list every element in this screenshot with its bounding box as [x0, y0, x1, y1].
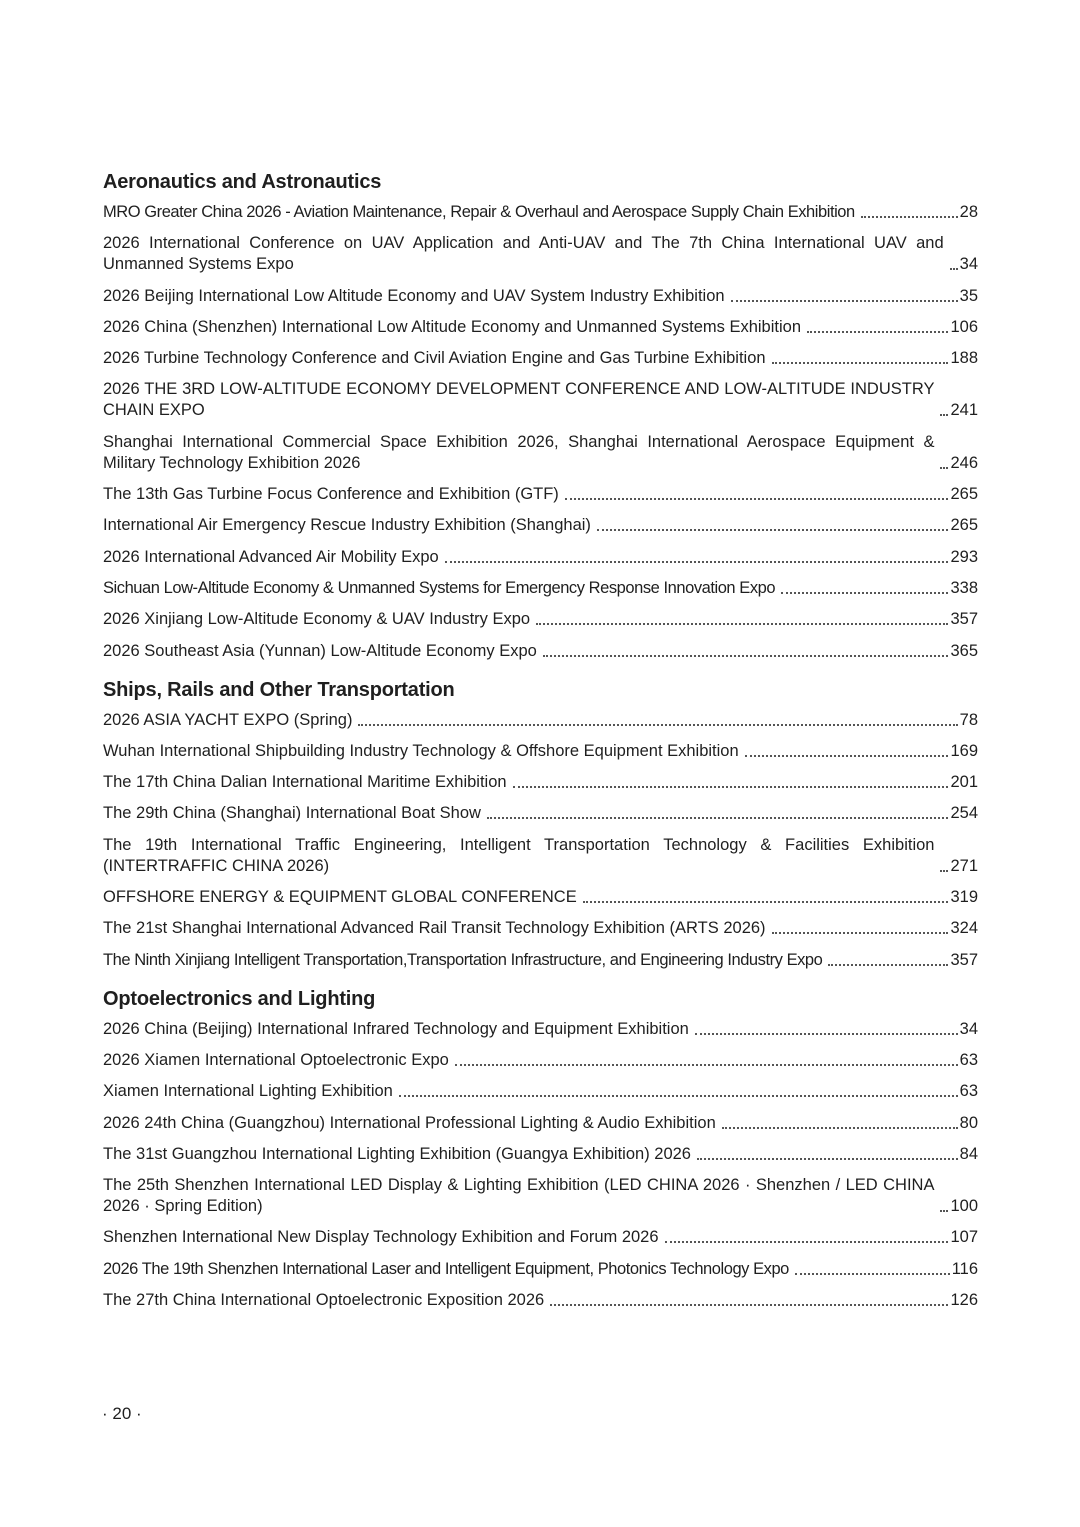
entry-title: Shenzhen International New Display Technology Exhibition and Forum 2026 — [103, 1228, 659, 1247]
entry-title: 2026 THE 3RD LOW-ALTITUDE ECONOMY DEVELOPMENT CONFERENCE AND LOW-ALTITUDE INDUSTRY CHAIN EXPO — [103, 380, 935, 420]
entry-title: The 21st Shanghai International Advanced Rail Transit Technology Exhibition (ARTS 2026) — [103, 919, 766, 938]
dot-leader — [940, 467, 948, 469]
toc-entry — [103, 1081, 978, 1102]
dot-leader — [445, 561, 949, 563]
toc-entry — [103, 803, 978, 824]
entry-title: The 17th China Dalian International Maritime Exhibition — [103, 773, 507, 792]
toc-entry — [103, 379, 978, 421]
toc-entry — [103, 835, 978, 877]
entry-page: 106 — [950, 317, 978, 336]
entry-title: The Ninth Xinjiang Intelligent Transportation,Transportation Infrastructure, and Engineering Industry Expo — [103, 950, 823, 969]
dot-leader — [399, 1095, 958, 1097]
dot-leader — [550, 1304, 948, 1306]
toc-entry — [103, 547, 978, 568]
toc-section-transportation — [103, 676, 978, 971]
toc-entry — [103, 641, 978, 662]
entry-page: 324 — [950, 919, 978, 938]
entry-page: 78 — [959, 710, 978, 729]
toc-entry — [103, 348, 978, 369]
dot-leader — [695, 1033, 958, 1035]
entry-page: 338 — [950, 578, 978, 597]
entry-title: MRO Greater China 2026 - Aviation Maintenance, Repair & Overhaul and Aerospace Supply Chain Exhibition — [103, 203, 855, 221]
entry-title: The 19th International Traffic Engineering, Intelligent Transportation Technology & Facilities Exhibition (INTERTRAFFIC CHINA 2026) — [103, 835, 935, 875]
dot-leader — [597, 529, 949, 531]
page-number: · 20 · — [102, 1404, 142, 1423]
entry-title: 2026 China (Beijing) International Infrared Technology and Equipment Exhibition — [103, 1019, 689, 1038]
toc-entry — [103, 1290, 978, 1311]
entry-title: The 31st Guangzhou International Lighting Exhibition (Guangya Exhibition) 2026 — [103, 1144, 691, 1163]
entry-page: 365 — [950, 641, 978, 660]
toc-entry — [103, 918, 978, 939]
entry-title: 2026 International Advanced Air Mobility Expo — [103, 547, 439, 566]
dot-leader — [828, 964, 948, 966]
entry-page: 265 — [950, 485, 978, 504]
toc-section-aeronautics — [103, 168, 978, 662]
entry-page: 34 — [959, 255, 978, 274]
dot-leader — [940, 870, 948, 872]
entry-title: 2026 Xinjiang Low-Altitude Economy & UAV Industry Expo — [103, 610, 531, 629]
toc-section-optoelectronics — [103, 985, 978, 1311]
toc-entry — [103, 710, 978, 731]
dot-leader — [358, 724, 957, 726]
toc-entry — [103, 317, 978, 338]
section-title: Aeronautics and Astronautics — [103, 171, 382, 193]
toc-entry — [103, 432, 978, 474]
entry-title: OFFSHORE ENERGY & EQUIPMENT GLOBAL CONFERENCE — [103, 888, 577, 907]
entry-page: 63 — [959, 1050, 978, 1069]
entry-page: 254 — [950, 804, 978, 823]
entry-title: The 13th Gas Turbine Focus Conference and Exhibition (GTF) — [103, 485, 559, 504]
dot-leader — [745, 755, 949, 757]
dot-leader — [950, 268, 958, 270]
entry-title: Shanghai International Commercial Space Exhibition 2026, Shanghai International Aerospace Equipment & Military Technology Exhibition 2026 — [103, 432, 935, 472]
entry-title: Sichuan Low-Altitude Economy & Unmanned Systems for Emergency Response Innovation Expo — [103, 578, 776, 597]
entry-page: 319 — [950, 888, 978, 907]
toc-entry — [103, 1227, 978, 1248]
dot-leader — [940, 1210, 948, 1212]
entry-page: 201 — [950, 773, 978, 792]
table-of-contents — [103, 168, 978, 1325]
entry-page: 265 — [950, 516, 978, 535]
entry-page: 80 — [959, 1113, 978, 1132]
dot-leader — [455, 1064, 958, 1066]
entry-title: 2026 Xiamen International Optoelectronic Expo — [103, 1050, 449, 1069]
entry-page: 35 — [959, 286, 978, 305]
entry-page: 84 — [959, 1144, 978, 1163]
section-title: Ships, Rails and Other Transportation — [103, 678, 455, 701]
entry-page: 357 — [950, 950, 978, 969]
entry-title: The 29th China (Shanghai) International Boat Show — [103, 804, 481, 823]
entry-title: 2026 The 19th Shenzhen International Laser and Intelligent Equipment, Photonics Technology Expo — [103, 1259, 789, 1278]
toc-entry — [103, 1259, 978, 1280]
dot-leader — [807, 331, 948, 333]
entry-page: 126 — [950, 1291, 978, 1310]
dot-leader — [861, 216, 958, 218]
toc-entry — [103, 887, 978, 908]
entry-title: Wuhan International Shipbuilding Industry Technology & Offshore Equipment Exhibition — [103, 741, 739, 760]
toc-entry — [103, 202, 978, 223]
entry-page: 107 — [950, 1228, 978, 1247]
entry-title: 2026 Southeast Asia (Yunnan) Low-Altitude Economy Expo — [103, 641, 537, 660]
toc-entry — [103, 1175, 978, 1217]
toc-entry — [103, 1144, 978, 1165]
toc-entry — [103, 578, 978, 599]
toc-entry — [103, 1113, 978, 1134]
entry-page: 246 — [950, 453, 978, 472]
toc-entry — [103, 233, 978, 275]
entry-page: 28 — [959, 203, 978, 221]
toc-entry — [103, 741, 978, 762]
dot-leader — [697, 1158, 958, 1160]
entry-page: 63 — [959, 1082, 978, 1101]
entry-page: 241 — [950, 401, 978, 420]
entry-title: 2026 International Conference on UAV Application and Anti-UAV and The 7th China International UAV and Unmanned Systems Expo — [103, 234, 944, 274]
entry-title: The 27th China International Optoelectronic Exposition 2026 — [103, 1291, 545, 1310]
entry-title: 2026 Beijing International Low Altitude Economy and UAV System Industry Exhibition — [103, 286, 725, 305]
dot-leader — [722, 1127, 958, 1129]
toc-entry — [103, 484, 978, 505]
section-title: Optoelectronics and Lighting — [103, 987, 376, 1010]
entry-title: The 25th Shenzhen International LED Display & Lighting Exhibition (LED CHINA 2026 · Shenzhen / LED CHINA 2026 · Spring Edition) — [103, 1176, 935, 1216]
entry-title: 2026 Turbine Technology Conference and Civil Aviation Engine and Gas Turbine Exhibition — [103, 349, 766, 368]
toc-entry — [103, 609, 978, 630]
toc-entry — [103, 515, 978, 536]
toc-entry — [103, 950, 978, 971]
toc-entry — [103, 1050, 978, 1071]
entry-title: Xiamen International Lighting Exhibition — [103, 1082, 393, 1101]
dot-leader — [565, 498, 949, 500]
entry-page: 169 — [950, 741, 978, 760]
toc-entry — [103, 1019, 978, 1040]
entry-page: 271 — [950, 856, 978, 875]
dot-leader — [513, 786, 949, 788]
dot-leader — [583, 901, 949, 903]
dot-leader — [731, 300, 958, 302]
entry-title: 2026 24th China (Guangzhou) International Professional Lighting & Audio Exhibition — [103, 1113, 716, 1132]
entry-page: 357 — [950, 610, 978, 629]
entry-page: 100 — [950, 1197, 978, 1216]
dot-leader — [665, 1241, 949, 1243]
entry-page: 293 — [950, 547, 978, 566]
toc-entry — [103, 286, 978, 307]
dot-leader — [781, 592, 948, 594]
toc-entry — [103, 772, 978, 793]
dot-leader — [543, 655, 949, 657]
entry-title: 2026 ASIA YACHT EXPO (Spring) — [103, 710, 353, 729]
entry-page: 34 — [959, 1019, 978, 1038]
entry-page: 188 — [950, 349, 978, 368]
dot-leader — [487, 817, 949, 819]
entry-title: International Air Emergency Rescue Industry Exhibition (Shanghai) — [103, 516, 591, 535]
dot-leader — [795, 1273, 950, 1275]
dot-leader — [536, 623, 948, 625]
dot-leader — [940, 414, 948, 416]
entry-page: 116 — [951, 1259, 978, 1278]
dot-leader — [772, 362, 949, 364]
dot-leader — [772, 932, 949, 934]
entry-title: 2026 China (Shenzhen) International Low Altitude Economy and Unmanned Systems Exhibition — [103, 317, 802, 336]
